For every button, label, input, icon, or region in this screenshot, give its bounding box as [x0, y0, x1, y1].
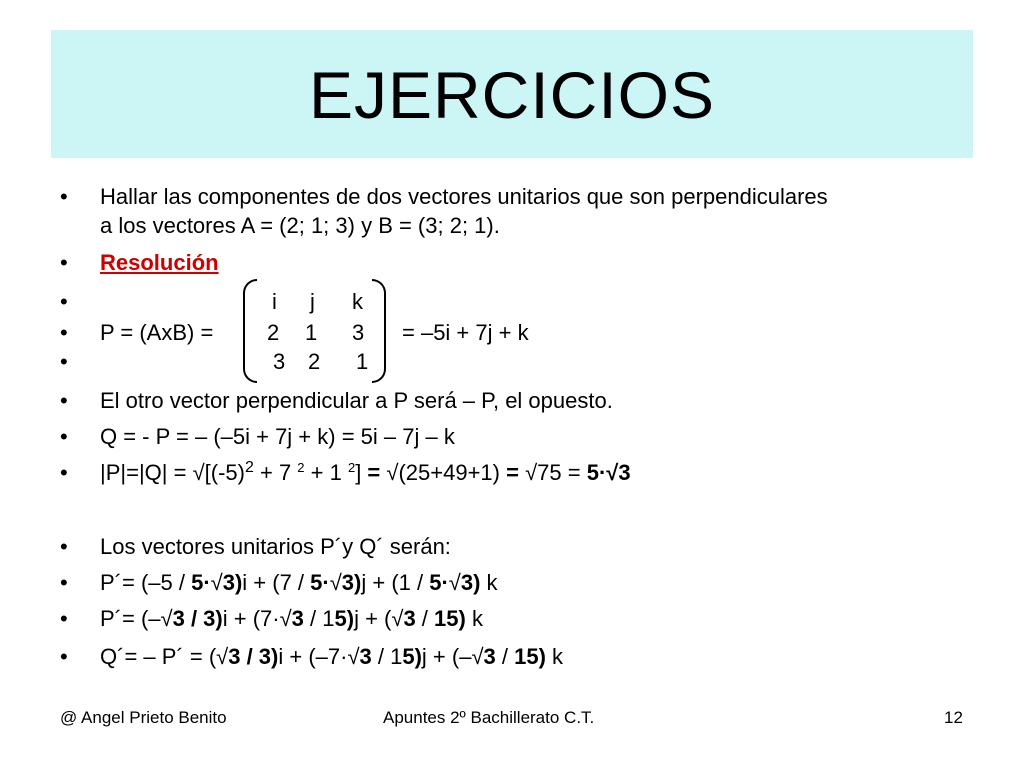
p-unit-line-2: P´= (–√3 / 3)i + (7·√3 / 15)j + (√3 / 15) k: [100, 606, 483, 631]
footer-course: Apuntes 2º Bachillerato C.T.: [383, 708, 595, 727]
bullet: •: [60, 424, 68, 449]
problem-line-2: a los vectores A = (2; 1; 3) y B = (3; 2; 1).: [100, 213, 500, 238]
bullet: •: [60, 388, 68, 413]
bullet: •: [60, 320, 68, 345]
problem-line-1: Hallar las componentes de dos vectores unitarios que son perpendiculares: [100, 184, 828, 209]
bullet: •: [60, 570, 68, 595]
matrix-left-bracket: [243, 279, 257, 383]
matrix-cell: 3: [273, 349, 286, 374]
matrix-cell: 2: [267, 320, 280, 345]
footer-author: @ Angel Prieto Benito: [60, 708, 227, 727]
matrix-cell: 2: [308, 349, 321, 374]
bullet: •: [60, 644, 68, 669]
resolution-label: Resolución: [100, 250, 219, 275]
q-text: Q = - P = – (–5i + 7j + k) = 5i – 7j – k: [100, 424, 455, 449]
footer-page-number: 12: [944, 708, 963, 727]
unit-intro: Los vectores unitarios P´y Q´ serán:: [100, 534, 451, 559]
matrix-cell: k: [352, 289, 363, 314]
opposite-text: El otro vector perpendicular a P será – P, el opuesto.: [100, 388, 613, 413]
bullet: •: [60, 349, 68, 374]
matrix-cell: 1: [305, 320, 318, 345]
bullet: •: [60, 184, 68, 209]
bullet: •: [60, 534, 68, 559]
p-unit-line-1: P´= (–5 / 5·√3)i + (7 / 5·√3)j + (1 / 5·√3) k: [100, 570, 498, 595]
determinant-result: = –5i + 7j + k: [402, 320, 529, 345]
modulus-line: $|P|=|Q| = √[(-5)^2 + 7$ $^2$ + 1 $^2$] = √(25+49+1) = √75 = 5·√3: [100, 459, 631, 485]
matrix-cell: j: [310, 289, 315, 314]
bullet: •: [60, 289, 68, 314]
bullet: •: [60, 250, 68, 275]
slide-title: EJERCICIOS: [308, 58, 716, 132]
bullet: •: [60, 606, 68, 631]
matrix-right-bracket: [372, 279, 386, 383]
matrix-cell: 1: [356, 349, 369, 374]
bullet: •: [60, 460, 68, 485]
determinant-prefix: P = (AxB) =: [100, 320, 214, 345]
matrix-cell: i: [272, 289, 277, 314]
q-unit-line: Q´= – P´ = (√3 / 3)i + (–7·√3 / 15)j + (–√3 / 15) k: [100, 644, 564, 669]
matrix-cell: 3: [352, 320, 365, 345]
